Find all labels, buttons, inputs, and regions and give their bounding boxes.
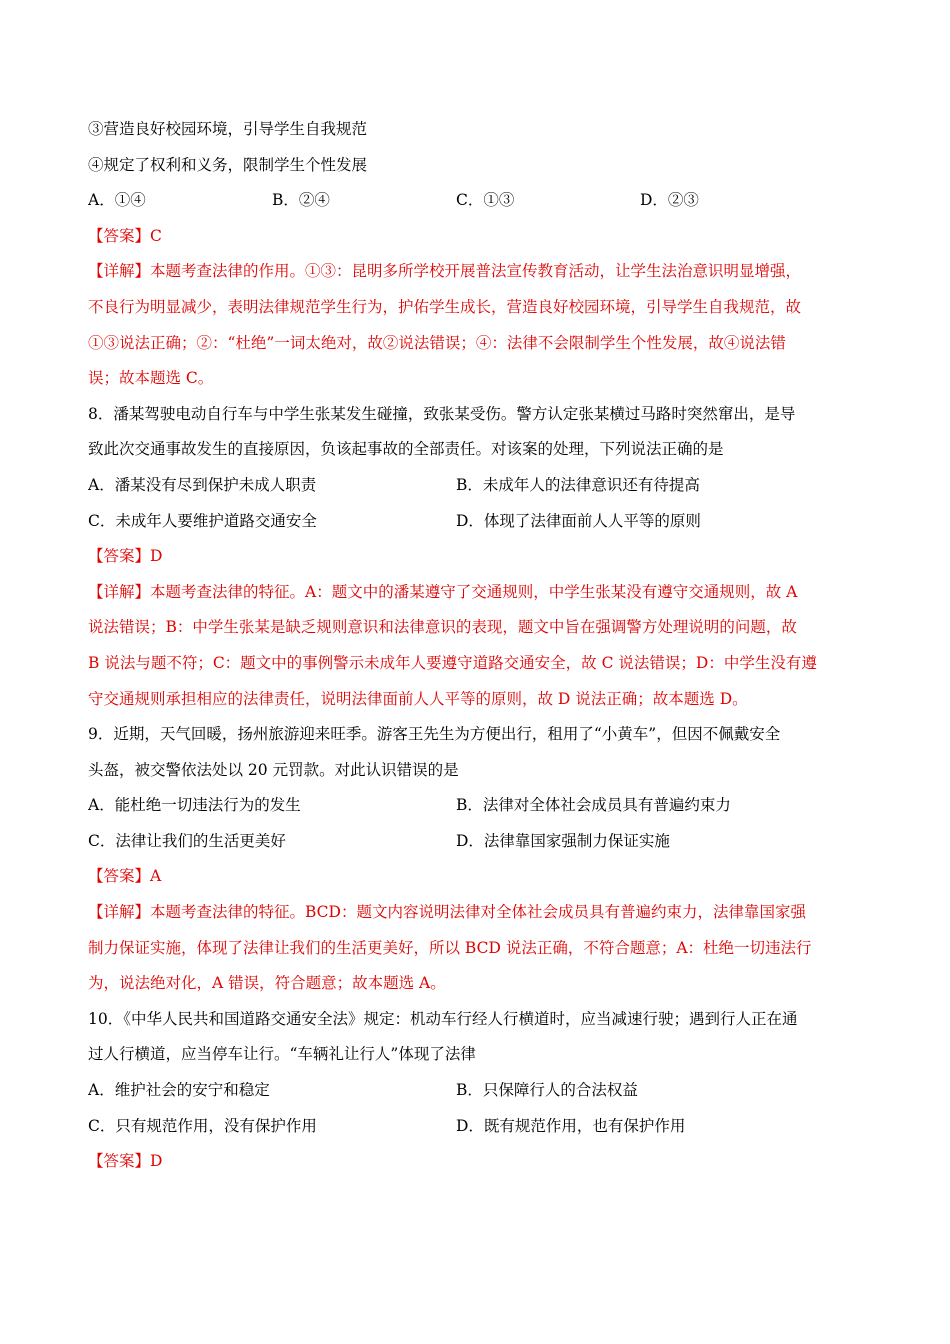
q7-options (88, 183, 864, 219)
q8-options-row-1 (88, 468, 864, 504)
q7-option-a: A．①④ (88, 191, 146, 210)
q9-answer: 【答案】A (88, 867, 162, 886)
q7-option-c: C．①③ (456, 191, 515, 210)
q7-option-b: B．②④ (272, 191, 330, 210)
q9-options-row-2 (88, 824, 864, 860)
q7-statement-4: ④规定了权利和义务，限制学生个性发展 (88, 155, 368, 174)
q10-answer: 【答案】D (88, 1152, 163, 1171)
q8-options-row-2 (88, 504, 864, 540)
q8-option-a: A．潘某没有尽到保护未成人职责 (88, 475, 317, 494)
q7-explain-line: ①③说法正确；②：“杜绝”一词太绝对，故②说法错误；④：法律不会限制学生个性发展，故④说法错 (88, 333, 786, 352)
q7-explain-line: 【详解】本题考查法律的作用。①③：昆明多所学校开展普法宣传教育活动，让学生法治意识明显增强， (88, 262, 802, 281)
q8-option-c: C．未成年人要维护道路交通安全 (88, 511, 317, 530)
q9-option-d: D．法律靠国家强制力保证实施 (456, 831, 670, 850)
q9-explain-line: 为，说法绝对化，A 错误，符合题意；故本题选 A。 (88, 974, 446, 993)
q9-explain-line: 【详解】本题考查法律的特征。BCD：题文内容说明法律对全体社会成员具有普遍约束力，法律靠国家强 (88, 903, 806, 922)
q10-stem-line: 过人行横道，应当停车让行。“车辆礼让行人”体现了法律 (88, 1045, 476, 1064)
q8-answer: 【答案】D (88, 547, 163, 566)
q9-stem-line: 头盔，被交警依法处以 20 元罚款。对此认识错误的是 (88, 760, 459, 779)
q10-option-c: C．只有规范作用，没有保护作用 (88, 1116, 317, 1135)
q7-option-d: D．②③ (640, 191, 699, 210)
document-page (88, 112, 864, 1180)
q10-option-a: A．维护社会的安宁和稳定 (88, 1081, 270, 1100)
q8-explain-line: 说法错误；B：中学生张某是缺乏规则意识和法律意识的表现，题文中旨在强调警方处理说明的问题，故 (88, 618, 797, 637)
q10-stem-line: 10．《中华人民共和国道路交通安全法》规定：机动车行经人行横道时，应当减速行驶；遇到行人正在通 (88, 1009, 798, 1028)
q8-explain-line: 【详解】本题考查法律的特征。A：题文中的潘某遵守了交通规则，中学生张某没有遵守交通规则，故 A (88, 582, 798, 601)
q10-option-d: D．既有规范作用，也有保护作用 (456, 1116, 686, 1135)
q9-options-row-1 (88, 788, 864, 824)
q10-option-b: B．只保障行人的合法权益 (456, 1081, 638, 1100)
q8-option-b: B．未成年人的法律意识还有待提高 (456, 475, 700, 494)
q7-explain-line: 不良行为明显减少，表明法律规范学生行为，护佑学生成长，营造良好校园环境，引导学生自我规范，故 (88, 297, 802, 316)
q10-options-row-1 (88, 1073, 864, 1109)
q9-option-a: A．能杜绝一切违法行为的发生 (88, 796, 301, 815)
q9-option-c: C．法律让我们的生活更美好 (88, 831, 286, 850)
q7-explain-line: 误；故本题选 C。 (88, 369, 214, 388)
q9-option-b: B．法律对全体社会成员具有普遍约束力 (456, 796, 731, 815)
q8-option-d: D．体现了法律面前人人平等的原则 (456, 511, 701, 530)
q7-answer: 【答案】C (88, 226, 162, 245)
q8-explain-line: 守交通规则承担相应的法律责任，说明法律面前人人平等的原则，故 D 说法正确；故本题选 D。 (88, 689, 748, 708)
q9-stem-line: 9．近期，天气回暖，扬州旅游迎来旺季。游客王先生为方便出行，租用了“小黄车”，但因不佩戴安全 (88, 725, 781, 744)
q8-explain-line: B 说法与题不符；C：题文中的事例警示未成年人要遵守道路交通安全，故 C 说法错误；D：中学生没有遵 (88, 653, 817, 672)
q9-explain-line: 制力保证实施，体现了法律让我们的生活更美好，所以 BCD 说法正确，不符合题意；A：杜绝一切违法行 (88, 938, 812, 957)
q8-stem-line: 8．潘某驾驶电动自行车与中学生张某发生碰撞，致张某受伤。警方认定张某横过马路时突然窜出，是导 (88, 404, 796, 423)
q7-statement-3: ③营造良好校园环境，引导学生自我规范 (88, 120, 368, 138)
q10-options-row-2 (88, 1109, 864, 1145)
q8-stem-line: 致此次交通事故发生的直接原因，负该起事故的全部责任。对该案的处理，下列说法正确的是 (88, 440, 724, 459)
